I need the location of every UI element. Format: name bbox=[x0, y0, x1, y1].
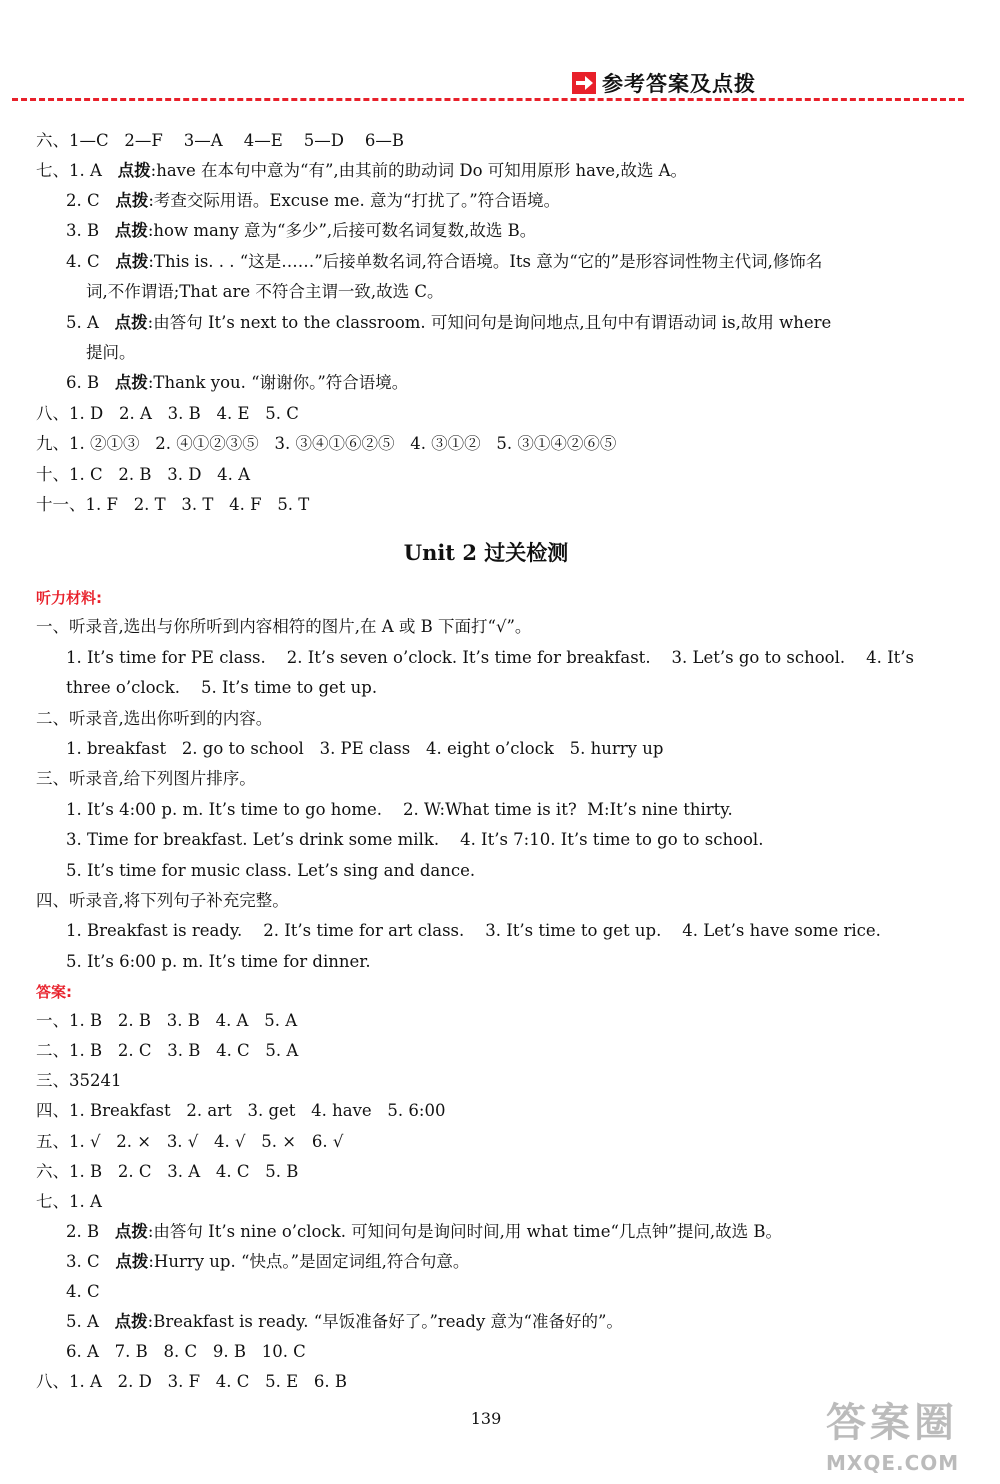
item-number: 3. C bbox=[66, 1252, 100, 1271]
line-text: :考查交际用语。Excuse me. 意为“打扰了。”符合语境。 bbox=[148, 191, 561, 210]
listening-line bbox=[66, 829, 763, 851]
line-text: 2. B 3. D 4. A bbox=[118, 465, 251, 484]
item-number: 五、1. √ bbox=[36, 1132, 101, 1151]
item-number: 七、1. A bbox=[36, 1192, 102, 1211]
line-text: 5. It’s 6:00 p. m. It’s time for dinner. bbox=[66, 952, 371, 971]
answer-line bbox=[66, 1221, 782, 1243]
line-text: :由答句 It’s next to the classroom. 可知问句是询问地点,且句中有谓语动词 is,故用 where bbox=[147, 313, 832, 332]
item-number: 2. C bbox=[66, 191, 100, 210]
line-text: :由答句 It’s nine o’clock. 可知问句是询问时间,用 what time“几点钟”提问,故选 B。 bbox=[147, 1222, 782, 1241]
line-text: 一、听录音,选出与你所听到内容相符的图片,在 A 或 B 下面打“√”。 bbox=[36, 617, 532, 636]
answer-line bbox=[66, 372, 408, 394]
hint-label: 点拨 bbox=[115, 1252, 149, 1271]
listening-line bbox=[36, 616, 531, 638]
answer-line bbox=[36, 494, 309, 516]
answer-line bbox=[36, 160, 687, 182]
item-number: 4. C bbox=[66, 252, 100, 271]
line-text: 二、听录音,选出你听到的内容。 bbox=[36, 709, 273, 728]
line-text: 1. breakfast 2. go to school 3. PE class 4. eight o’clock 5. hurry up bbox=[66, 739, 664, 758]
line-text: :Breakfast is ready. “早饭准备好了。”ready 意为“准备好的”。 bbox=[147, 1312, 623, 1331]
line-text: :Thank you. “谢谢你。”符合语境。 bbox=[147, 373, 409, 392]
line-text: 三、听录音,给下列图片排序。 bbox=[36, 769, 256, 788]
item-number: 九、1. ②①③ bbox=[36, 434, 140, 453]
header-divider bbox=[12, 98, 964, 101]
line-text: 2. ④①②③⑤ 3. ③④①⑥②⑤ 4. ③①② 5. ③①④②⑥⑤ bbox=[155, 434, 617, 453]
answer-line bbox=[36, 1161, 298, 1183]
arrow-right-icon bbox=[572, 72, 596, 94]
item-number: 六、1. B bbox=[36, 1162, 103, 1181]
line-text: 2. C 3. B 4. C 5. A bbox=[117, 1041, 299, 1060]
listening-line bbox=[66, 799, 733, 821]
item-number: 一、1. B bbox=[36, 1011, 103, 1030]
line-text: 7. B 8. C 9. B 10. C bbox=[114, 1342, 306, 1361]
hint-label: 点拨 bbox=[114, 313, 148, 332]
header-title-text: 参考答案及点拨 bbox=[602, 72, 756, 96]
line-text: 5. It’s time for music class. Let’s sing and dance. bbox=[66, 861, 476, 880]
item-number: 三、35241 bbox=[36, 1071, 122, 1090]
line-text: 2—F 3—A 4—E 5—D 6—B bbox=[124, 131, 405, 150]
item-number: 八、1. D bbox=[36, 404, 104, 423]
answer-line bbox=[36, 464, 250, 486]
answer-line bbox=[66, 190, 560, 212]
item-number: 四、1. Breakfast bbox=[36, 1101, 171, 1120]
listening-line bbox=[36, 890, 289, 912]
hint-label: 点拨 bbox=[114, 1222, 148, 1241]
line-text: 2. art 3. get 4. have 5. 6:00 bbox=[186, 1101, 446, 1120]
hint-label: 点拨 bbox=[115, 252, 149, 271]
answer-line bbox=[36, 1131, 343, 1153]
line-text: 2. A 3. B 4. E 5. C bbox=[118, 404, 299, 423]
answer-line bbox=[36, 1191, 118, 1213]
line-text: 1. It’s 4:00 p. m. It’s time to go home. 2. W:What time is it? M:It’s nine thirty. bbox=[66, 800, 733, 819]
answer-line bbox=[66, 220, 536, 242]
item-number: 3. B bbox=[66, 221, 100, 240]
answer-line bbox=[36, 1371, 347, 1393]
line-text: 1. Breakfast is ready. 2. It’s time for art class. 3. It’s time to get up. 4. Let’s have some rice. bbox=[66, 921, 881, 940]
answer-line bbox=[66, 1341, 306, 1363]
answer-line bbox=[36, 433, 616, 455]
hint-label: 点拨 bbox=[114, 373, 148, 392]
item-number: 6. B bbox=[66, 373, 100, 392]
listening-line bbox=[66, 951, 371, 973]
answer-line bbox=[36, 1100, 445, 1122]
item-number: 2. B bbox=[66, 1222, 100, 1241]
item-number: 6. A bbox=[66, 1342, 99, 1361]
line-text: 2. T 3. T 4. F 5. T bbox=[133, 495, 310, 514]
item-number: 二、1. B bbox=[36, 1041, 103, 1060]
answer-line bbox=[66, 251, 822, 273]
answer-line bbox=[86, 342, 136, 364]
item-number: 八、1. A bbox=[36, 1372, 102, 1391]
item-number: 5. A bbox=[66, 313, 99, 332]
answer-line bbox=[66, 1281, 115, 1303]
line-text: 1. It’s time for PE class. 2. It’s seven o’clock. It’s time for breakfast. 3. Let’s go to school. 4. It’s bbox=[66, 648, 914, 667]
page-number: 139 bbox=[470, 1409, 502, 1428]
unit-title: Unit 2 过关检测 bbox=[403, 540, 569, 565]
hint-label: 点拨 bbox=[117, 161, 151, 180]
listening-line bbox=[66, 738, 663, 760]
line-text: 2. × 3. √ 4. √ 5. × 6. √ bbox=[116, 1132, 344, 1151]
line-text: :This is. . . “这是……”后接单数名词,符合语境。Its 意为“它的”是形容词性物主代词,修饰名 bbox=[148, 252, 823, 271]
line-text: 2. B 3. B 4. A 5. A bbox=[117, 1011, 298, 1030]
listening-heading: 听力材料: bbox=[36, 589, 102, 607]
header-title bbox=[572, 68, 756, 98]
listening-line bbox=[66, 677, 377, 699]
listening-line bbox=[66, 647, 914, 669]
answer-line bbox=[86, 281, 444, 303]
listening-line bbox=[36, 708, 272, 730]
item-number: 5. A bbox=[66, 1312, 99, 1331]
line-text: three o’clock. 5. It’s time to get up. bbox=[66, 678, 378, 697]
line-text: :Hurry up. “快点。”是固定词组,符合句意。 bbox=[148, 1252, 470, 1271]
answer-line bbox=[66, 1311, 623, 1333]
item-number: 十一、1. F bbox=[36, 495, 118, 514]
answer-line bbox=[66, 1251, 469, 1273]
answer-line bbox=[36, 1040, 298, 1062]
line-text: 词,不作谓语;That are 不符合主谓一致,故选 C。 bbox=[86, 282, 444, 301]
line-text: 3. Time for breakfast. Let’s drink some milk. 4. It’s 7:10. It’s time to go to school. bbox=[66, 830, 764, 849]
hint-label: 点拨 bbox=[114, 1312, 148, 1331]
watermark-logo bbox=[822, 1398, 998, 1482]
answer-line bbox=[36, 130, 404, 152]
line-text: 提问。 bbox=[86, 343, 136, 362]
answer-line bbox=[66, 312, 831, 334]
watermark-big-text: 答案圈 bbox=[826, 1400, 958, 1446]
line-text: :have 在本句中意为“有”,由其前的助动词 Do 可知用原形 have,故选 A。 bbox=[150, 161, 687, 180]
answer-line bbox=[36, 1010, 297, 1032]
item-number: 4. C bbox=[66, 1282, 100, 1301]
item-number: 七、1. A bbox=[36, 161, 102, 180]
line-text: 2. D 3. F 4. C 5. E 6. B bbox=[117, 1372, 348, 1391]
line-text: :how many 意为“多少”,后接可数名词复数,故选 B。 bbox=[147, 221, 537, 240]
hint-label: 点拨 bbox=[114, 221, 148, 240]
watermark-small-text: MXQE.COM bbox=[826, 1451, 960, 1475]
answers-heading: 答案: bbox=[36, 983, 72, 1001]
answer-line bbox=[36, 403, 299, 425]
line-text: 四、听录音,将下列句子补充完整。 bbox=[36, 891, 289, 910]
answer-line bbox=[36, 1070, 137, 1092]
hint-label: 点拨 bbox=[115, 191, 149, 210]
item-number: 十、1. C bbox=[36, 465, 103, 484]
line-text: 2. C 3. A 4. C 5. B bbox=[117, 1162, 299, 1181]
listening-line bbox=[36, 768, 256, 790]
listening-line bbox=[66, 920, 881, 942]
item-number: 六、1—C bbox=[36, 131, 109, 150]
listening-line bbox=[66, 860, 475, 882]
